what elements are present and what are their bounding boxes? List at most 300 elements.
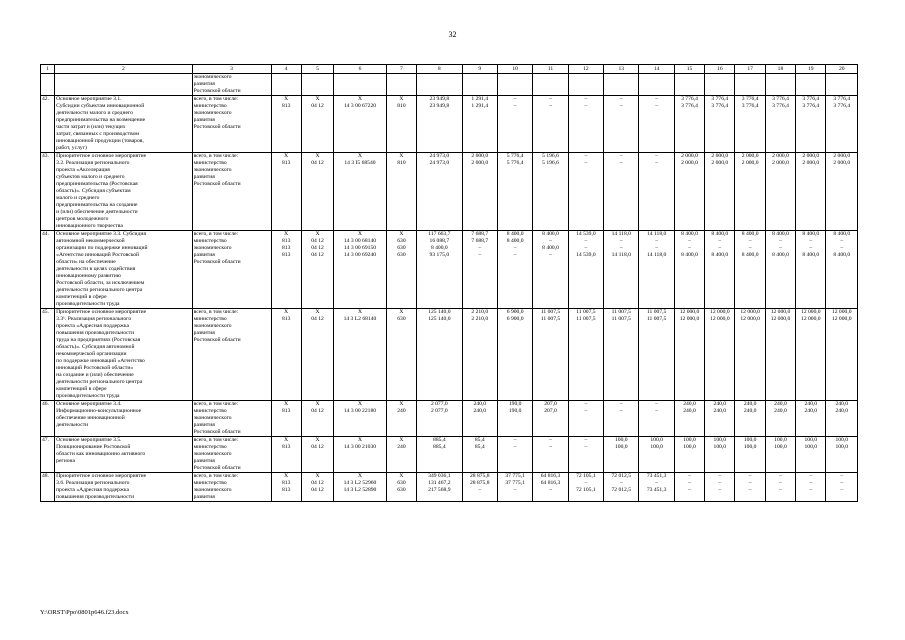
value-cell: –	[779, 473, 782, 479]
value-cell: 8 400,0	[772, 231, 789, 237]
value-cell: –	[840, 480, 844, 486]
value-col-16	[705, 473, 735, 502]
value-cell: 6 900,0	[506, 316, 524, 322]
executor-line: министерство	[193, 160, 227, 166]
value-col-16	[705, 153, 735, 231]
value-cell: 85,4	[474, 437, 485, 443]
value-cell: 100,0	[683, 444, 696, 450]
row-number	[41, 74, 55, 96]
value-cell: 28 875,8	[469, 473, 490, 479]
value-col-14	[639, 437, 674, 473]
value-col-14	[639, 153, 674, 231]
value-col-9	[462, 473, 497, 502]
executor-line: Ростовской области	[193, 88, 241, 94]
value-cell: –	[840, 487, 844, 493]
value-cell: 240,0	[473, 408, 487, 414]
value-col-12	[568, 153, 603, 231]
value-cell: 8 400,0	[681, 252, 698, 258]
value-col-19	[796, 309, 826, 401]
activity-name-line: труда на предприятиях (Ростовская	[56, 337, 141, 343]
page-number: 32	[448, 30, 457, 39]
activity-name-line: производительности труда	[56, 393, 120, 399]
value-cell: –	[718, 238, 722, 244]
value-cell: –	[840, 238, 844, 244]
value-col-17	[735, 437, 765, 473]
value-cell: 240,0	[683, 408, 696, 414]
value-cell: –	[809, 473, 813, 479]
activity-name	[55, 309, 193, 401]
value-col-17	[735, 96, 765, 153]
value-cell: 240	[397, 444, 406, 450]
value-cell: 14 3 00 69240	[343, 252, 377, 258]
activity-name-line: малого и среднего	[56, 195, 100, 201]
activity-name-line: субъектов малого и среднего	[56, 174, 125, 180]
value-col-4	[271, 473, 301, 502]
value-cell: 2 000,0	[711, 153, 729, 159]
value-col-12	[568, 401, 603, 437]
value-cell: 3 776,4	[711, 96, 729, 102]
activity-name-line: деятельности регионального центра	[56, 379, 143, 385]
value-cell: X	[315, 401, 320, 407]
value-cell: X	[399, 437, 404, 443]
value-col-18	[765, 401, 795, 437]
value-cell: X	[399, 153, 404, 159]
value-col-13	[604, 309, 639, 401]
value-cell: 11 007,5	[646, 316, 667, 322]
value-col-19	[796, 437, 826, 473]
activity-name-line: области как инновационно активного	[56, 451, 146, 457]
value-cell: 14 3 00 21030	[343, 444, 377, 450]
value-cell: –	[619, 238, 623, 244]
executor-line: экономического	[193, 167, 232, 173]
executor-line: экономического	[193, 74, 232, 80]
activity-name-line: компетенций в сфере	[56, 386, 107, 392]
value-col-5	[301, 74, 333, 96]
value-cell: 813	[281, 245, 291, 251]
column-header-6: 6	[334, 65, 387, 74]
activity-name-line: Основное мероприятие 3.4.	[56, 401, 122, 407]
value-col-20	[826, 231, 858, 309]
activity-name-line: по поддержке инноваций «Агентство	[56, 358, 145, 364]
value-cell: 14 118,0	[646, 252, 667, 258]
executor-line: Ростовской области	[193, 259, 241, 265]
activity-name-line: проекта «Адресная поддержка	[56, 487, 129, 493]
value-cell: 8 400,0	[681, 231, 698, 237]
row-number: 48.	[41, 473, 55, 502]
value-cell: 207,0	[544, 408, 557, 414]
value-col-4	[271, 437, 301, 473]
value-cell: 14 118,0	[611, 252, 631, 258]
value-col-16	[705, 437, 735, 473]
value-cell: 813	[281, 487, 291, 493]
value-col-17	[735, 153, 765, 231]
row-number: 46.	[41, 401, 55, 437]
value-cell: 240,0	[835, 408, 849, 414]
value-cell: –	[549, 487, 552, 493]
value-cell: 2 077,0	[430, 408, 448, 414]
value-col-13	[604, 153, 639, 231]
value-col-17	[735, 74, 765, 96]
activity-name-line: 3.2. Реализация регионального	[56, 160, 130, 166]
value-col-9	[462, 153, 497, 231]
activity-name-line: Приоритетное основное мероприятие	[56, 153, 147, 159]
value-cell: 240,0	[774, 401, 787, 407]
executor-line: министерство	[193, 238, 227, 244]
value-cell: 11 007,5	[576, 316, 596, 322]
value-cell: 12 000,0	[710, 309, 730, 315]
executor	[192, 74, 271, 96]
executor-line: развития	[193, 174, 215, 180]
value-cell: X	[357, 401, 362, 407]
value-cell: 3 776,4	[681, 103, 698, 109]
value-cell: 14 3 00 69150	[343, 245, 377, 251]
executor	[192, 231, 271, 309]
value-cell: 813	[281, 238, 291, 244]
column-header-2: 2	[55, 65, 193, 74]
value-cell: 12 000,0	[770, 309, 791, 315]
value-cell: 72 105,1	[576, 473, 596, 479]
activity-name-line: 3.3¹. Реализация регионального	[56, 316, 132, 322]
value-cell: 3 776,4	[833, 96, 851, 102]
value-cell: –	[809, 245, 813, 251]
value-cell: 240,0	[743, 408, 757, 414]
value-col-20	[826, 96, 858, 153]
value-col-20	[826, 309, 858, 401]
value-cell: 04 12	[311, 238, 324, 244]
activity-name-line: область)». Субсидия автономной	[56, 344, 135, 350]
value-cell: –	[619, 245, 623, 251]
table-row	[41, 437, 858, 473]
column-header-5: 5	[301, 65, 333, 74]
activity-name-line: «Агентство инноваций Ростовской	[56, 252, 139, 258]
value-cell: 8 400,0	[772, 252, 789, 258]
value-col-13	[604, 401, 639, 437]
footer-file-path: Y:\ORST\Ppo\0801p646.f23.docx	[40, 609, 129, 616]
executor-line: министерство	[193, 316, 227, 322]
value-cell: 885,4	[433, 437, 446, 443]
value-cell: 813	[281, 480, 291, 486]
executor	[192, 437, 271, 473]
value-cell: 7 688,7	[471, 231, 489, 237]
value-cell: 14 3 L2 52960	[343, 480, 377, 486]
value-cell: 8 400,0	[506, 231, 524, 237]
value-col-7	[386, 473, 416, 502]
value-cell: –	[584, 96, 588, 102]
value-cell: 2 210,0	[471, 309, 489, 315]
value-cell: 14 3 I5 68540	[344, 160, 376, 166]
value-cell: 2 000,0	[772, 160, 789, 166]
value-cell: –	[549, 444, 552, 450]
value-cell: –	[809, 238, 813, 244]
value-cell: –	[688, 238, 691, 244]
activity-name-line: деятельности малого и среднего	[56, 110, 133, 116]
value-col-11	[533, 153, 568, 231]
value-col-20	[826, 437, 858, 473]
value-col-15	[674, 473, 704, 502]
value-cell: 24 973,0	[429, 160, 450, 166]
value-cell: 190,0	[508, 408, 522, 414]
value-cell: X	[284, 309, 289, 315]
value-col-10	[497, 437, 532, 473]
activity-name-line: область)». Субсидия субъектам	[56, 188, 131, 194]
value-cell: 8 400,0	[802, 252, 820, 258]
activity-name	[55, 96, 193, 153]
value-cell: 240,0	[683, 401, 696, 407]
value-cell: 8 400,0	[542, 231, 559, 237]
value-cell: X	[399, 473, 404, 479]
value-col-9	[462, 231, 497, 309]
executor-line: министерство	[193, 444, 227, 450]
value-cell: –	[584, 401, 588, 407]
value-col-5	[301, 153, 333, 231]
value-col-19	[796, 401, 826, 437]
value-cell: –	[619, 160, 623, 166]
row-number: 43.	[41, 153, 55, 231]
value-col-18	[765, 96, 795, 153]
executor-line: экономического	[193, 415, 232, 421]
value-cell: 8 400,0	[542, 245, 559, 251]
column-header-10: 10	[497, 65, 532, 74]
value-cell: X	[357, 153, 362, 159]
value-cell: 04 12	[311, 487, 324, 493]
table-row	[41, 401, 858, 437]
activity-name-line: Ростовской области, за исключением	[56, 280, 145, 286]
executor-line: всего, в том числе:	[193, 309, 239, 315]
value-col-13	[604, 231, 639, 309]
value-cell: –	[584, 408, 588, 414]
executor-line: развития	[193, 81, 215, 87]
executor-line: Ростовской области	[193, 124, 241, 130]
value-cell: –	[718, 480, 722, 486]
value-cell: 04 12	[311, 316, 324, 322]
value-col-13	[604, 473, 639, 502]
value-cell: 125 140,0	[428, 309, 451, 315]
value-cell: 72 012,5	[611, 473, 632, 479]
column-header-16: 16	[705, 65, 735, 74]
value-cell: 8 400,0	[833, 252, 851, 258]
value-cell: 12 000,0	[710, 316, 730, 322]
value-cell: X	[399, 309, 404, 315]
value-cell: 12 000,0	[740, 316, 760, 322]
value-cell: 240	[397, 408, 406, 414]
value-col-7	[386, 401, 416, 437]
value-cell: 100,0	[774, 444, 787, 450]
value-cell: X	[357, 473, 362, 479]
value-cell: 630	[397, 316, 406, 322]
value-cell: 100,0	[614, 437, 628, 443]
activity-name-line: Основное мероприятие 3.3. Субсидия	[56, 231, 146, 237]
value-cell: 11 007,5	[611, 316, 631, 322]
value-col-4	[271, 231, 301, 309]
value-cell: X	[315, 473, 320, 479]
value-col-13	[604, 74, 639, 96]
activity-name-line: компетенций в сфере	[56, 294, 107, 300]
value-col-11	[533, 401, 568, 437]
value-cell: 3 776,4	[711, 103, 729, 109]
value-cell: 630	[397, 245, 406, 251]
value-cell: 3 776,4	[741, 103, 759, 109]
budget-table	[40, 64, 858, 502]
value-cell: 100,0	[774, 437, 787, 443]
activity-name-line: работ, услуг)	[56, 145, 87, 151]
executor-line: развития	[193, 422, 215, 428]
value-cell: X	[315, 153, 320, 159]
value-cell: 8 400,0	[430, 245, 448, 251]
value-col-4	[271, 309, 301, 401]
value-col-19	[796, 231, 826, 309]
value-cell: 2 000,0	[772, 153, 789, 159]
column-header-8: 8	[417, 65, 463, 74]
value-cell: 12 000,0	[770, 316, 791, 322]
value-cell: 2 000,0	[833, 160, 851, 166]
value-col-18	[765, 231, 795, 309]
activity-name-line: региона	[56, 458, 75, 464]
value-col-20	[826, 401, 858, 437]
value-cell: 100,0	[713, 437, 727, 443]
value-cell: 240,0	[804, 401, 818, 407]
value-cell: 37 775,1	[505, 473, 525, 479]
column-header-19: 19	[796, 65, 826, 74]
activity-name	[55, 401, 193, 437]
executor-line: экономического	[193, 110, 232, 116]
value-col-17	[735, 231, 765, 309]
activity-name	[55, 74, 193, 96]
value-cell: 12 000,0	[801, 316, 821, 322]
value-col-6	[334, 309, 387, 401]
value-col-10	[497, 309, 532, 401]
activity-name-line: организации по поддержке инноваций	[56, 245, 148, 251]
value-cell: –	[779, 480, 782, 486]
value-cell: 240,0	[774, 408, 787, 414]
value-col-14	[639, 74, 674, 96]
value-col-11	[533, 96, 568, 153]
value-cell: –	[655, 480, 659, 486]
value-col-6	[334, 96, 387, 153]
column-header-11: 11	[533, 65, 568, 74]
value-col-8	[417, 74, 463, 96]
value-col-11	[533, 231, 568, 309]
value-col-12	[568, 74, 603, 96]
value-cell: X	[315, 96, 320, 102]
value-cell: –	[584, 103, 588, 109]
row-number: 44.	[41, 231, 55, 309]
value-cell: X	[399, 401, 404, 407]
value-cell: –	[513, 487, 517, 493]
value-cell: –	[779, 487, 782, 493]
value-col-6	[334, 437, 387, 473]
value-col-14	[639, 96, 674, 153]
value-cell: –	[584, 245, 588, 251]
column-header-7: 7	[386, 65, 416, 74]
value-cell: 14 3 L2 52890	[343, 487, 377, 493]
executor-line: министерство	[193, 480, 227, 486]
table-row	[41, 153, 858, 231]
value-cell: 72 105,1	[576, 487, 596, 493]
value-col-16	[705, 309, 735, 401]
value-cell: 6 900,0	[506, 309, 524, 315]
value-cell: 1 291,4	[471, 103, 489, 109]
executor-line: развития	[193, 330, 215, 336]
executor-line: всего, в том числе:	[193, 96, 239, 102]
executor-line: экономического	[193, 245, 232, 251]
value-cell: 240,0	[743, 401, 757, 407]
value-col-9	[462, 74, 497, 96]
value-col-15	[674, 74, 704, 96]
value-col-8	[417, 437, 463, 473]
value-cell: 100,0	[650, 444, 663, 450]
value-col-9	[462, 437, 497, 473]
value-cell: X	[357, 231, 362, 237]
value-col-15	[674, 231, 704, 309]
activity-name-line: повышения производительности	[56, 494, 135, 500]
value-cell: –	[718, 487, 722, 493]
executor-line: развития	[193, 117, 215, 123]
value-cell: –	[655, 160, 659, 166]
activity-name-line: инновационного творчества	[56, 223, 123, 229]
value-col-5	[301, 231, 333, 309]
value-cell: X	[399, 96, 404, 102]
value-col-20	[826, 473, 858, 502]
value-cell: X	[284, 437, 289, 443]
value-cell: –	[619, 96, 623, 102]
value-col-19	[796, 96, 826, 153]
value-cell: –	[513, 103, 517, 109]
value-cell: 240,0	[473, 401, 487, 407]
value-cell: –	[688, 473, 691, 479]
value-col-10	[497, 74, 532, 96]
value-cell: –	[655, 408, 659, 414]
value-cell: 14 3 00 68140	[343, 238, 377, 244]
value-cell: –	[584, 160, 588, 166]
activity-name-line: центров молодежного	[56, 216, 109, 222]
value-cell: 813	[281, 160, 291, 166]
value-cell: 207,0	[544, 401, 557, 407]
value-col-6	[334, 74, 387, 96]
value-cell: 04 12	[311, 480, 324, 486]
value-col-5	[301, 96, 333, 153]
value-col-7	[386, 309, 416, 401]
value-cell: 2 210,0	[471, 316, 489, 322]
activity-name-line: Позиционирование Ростовской	[56, 444, 131, 450]
value-cell: 14 539,0	[576, 231, 596, 237]
column-header-14: 14	[639, 65, 674, 74]
value-col-10	[497, 153, 532, 231]
value-cell: 810	[397, 160, 406, 166]
value-cell: –	[748, 480, 752, 486]
value-cell: 14 3 00 67220	[343, 103, 377, 109]
value-col-8	[417, 473, 463, 502]
value-cell: 11 007,5	[540, 316, 561, 322]
value-cell: 28 875,8	[469, 480, 490, 486]
value-cell: 813	[281, 408, 291, 414]
value-cell: 7 688,7	[471, 238, 489, 244]
value-cell: 2 000,0	[741, 160, 759, 166]
executor-line: всего, в том числе:	[193, 437, 239, 443]
executor	[192, 401, 271, 437]
value-cell: 217 568,9	[428, 487, 451, 493]
value-col-18	[765, 473, 795, 502]
value-col-10	[497, 401, 532, 437]
value-cell: –	[688, 487, 691, 493]
value-cell: 240,0	[835, 401, 849, 407]
value-cell: 5 776,4	[506, 160, 524, 166]
activity-name-line: инновационной продукции (товаров,	[56, 138, 144, 144]
column-header-3: 3	[192, 65, 271, 74]
value-cell: –	[809, 480, 813, 486]
value-col-17	[735, 309, 765, 401]
value-cell: 2 000,0	[741, 153, 759, 159]
activity-name-line: повышения производительности	[56, 330, 135, 336]
